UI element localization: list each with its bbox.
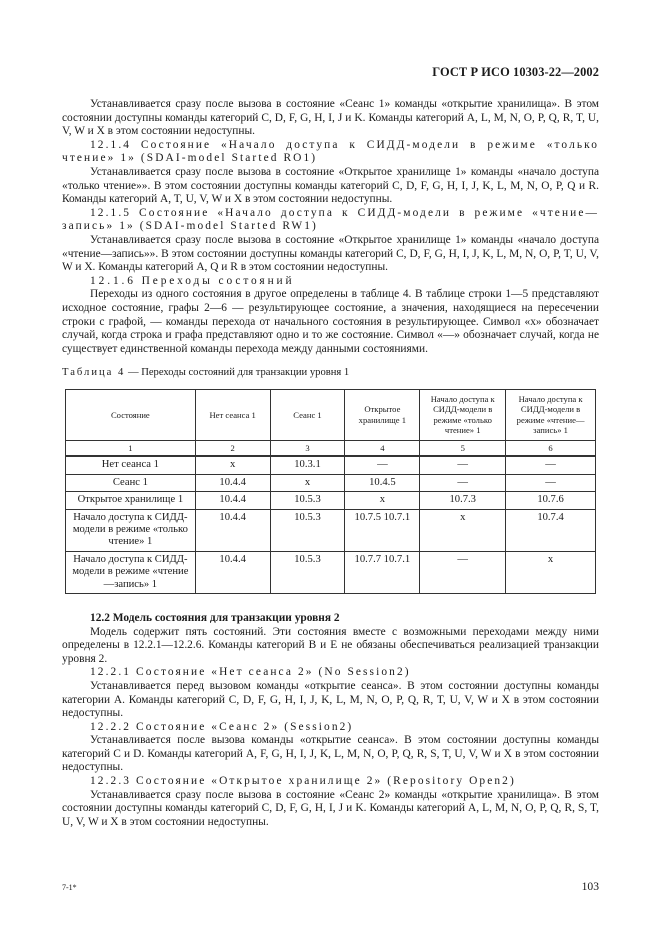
table-cell: Нет сеанса 1 — [66, 456, 196, 474]
column-number-cell: 1 — [66, 440, 196, 456]
table-cell: — — [506, 456, 596, 474]
heading-12-1-4: 12.1.4 Состояние «Начало доступа к СИДД-модели в режиме «только чтение» 1» (SDAI-model Started RO1) — [62, 138, 599, 165]
table-cell: x — [195, 456, 270, 474]
paragraph-12-2-3: Устанавливается сразу после вызова в состояние «Сеанс 2» команды «открытие хранилища». В этом состоянии доступны команды категорий C, D, F, G, H, I, J и K. Команды категорий A, L, M, N, O, P, Q, R, S, T, U, V, W и X в этом состоянии недоступны. — [62, 788, 599, 828]
paragraph-12-1-6: Переходы из одного состояния в другое определены в таблице 4. В таблице строки 1—5 представляют исходное состояние, графы 2—6 — результирующее состояние, а значения, находящиеся на пересечении строки с графой, — команды перехода от начального состояния в результирующее. Символ «x» обозначает случай, когда строка и графа представляют одно и то же состояние. Символ «—» обозначает случай, когда не существует единственной команды перехода между данными состояниями. — [62, 288, 599, 355]
table-header-row — [66, 389, 596, 440]
table-cell: x — [506, 551, 596, 593]
table-cell: 10.7.4 — [506, 509, 596, 551]
table-cell: 10.7.3 — [420, 492, 506, 509]
table-cell: — — [420, 456, 506, 474]
table-cell: — — [420, 474, 506, 491]
table-cell: Открытое хранилище 1 — [66, 492, 196, 509]
table-row — [66, 456, 596, 474]
table-caption-text: — Переходы состояний для транзакции уровня 1 — [125, 367, 350, 379]
heading-12-1-5: 12.1.5 Состояние «Начало доступа к СИДД-модели в режиме «чтение—запись» 1» (SDAI-model Started RW1) — [62, 206, 599, 233]
table-cell: — — [506, 474, 596, 491]
paragraph-12-2-intro: Модель содержит пять состояний. Эти состояния вместе с возможными переходами между ними определены в 12.2.1—12.2.6. Команды категорий B и E не обязаны обеспечиваться реализацией транзакции уровня 2. — [62, 625, 599, 665]
paragraph-session1-repository: Устанавливается сразу после вызова в состояние «Сеанс 1» команды «открытие хранилища». В этом состоянии доступны команды категорий C, D, F, G, H, I, J и K. Команды категорий A, L, M, N, O, P, Q, R, T, U, V, W и X в этом состоянии недоступны. — [62, 98, 599, 138]
page-number: 103 — [581, 880, 599, 893]
heading-12-1-6: 12.1.6 Переходы состояний — [90, 274, 295, 287]
table-cell: 10.4.4 — [195, 492, 270, 509]
table-cell: 10.5.3 — [270, 492, 345, 509]
table-cell: 10.7.7 10.7.1 — [345, 551, 420, 593]
table-cell: Сеанс 1 — [66, 474, 196, 491]
table-cell: 10.5.3 — [270, 551, 345, 593]
table-header-cell: Начало доступа к СИДД-модели в режиме «чтение—запись» 1 — [506, 389, 596, 440]
heading-12-2-3: 12.2.3 Состояние «Открытое хранилище 2» (Repository Open2) — [90, 775, 516, 788]
column-number-cell: 3 — [270, 440, 345, 456]
paragraph-12-1-5: Устанавливается сразу после вызова в состояние «Открытое хранилище 1» команды «начало доступа «чтение—запись»». В этом состоянии доступны команды категорий C, D, F, G, H, I, J, K, L, M, N, O, P, T, U, V, W и X. Команды категорий A, Q и R в этом состоянии недоступны. — [62, 233, 599, 274]
table-row — [66, 474, 596, 491]
table-header-cell: Открытое хранилище 1 — [345, 389, 420, 440]
footer-signature-mark: 7-1* — [62, 883, 77, 892]
table-cell: Начало доступа к СИДД-модели в режиме «только чтение» 1 — [66, 509, 196, 551]
table-header-cell: Сеанс 1 — [270, 389, 345, 440]
paragraph-12-2-2: Устанавливается после вызова команды «открытие сеанса». В этом состоянии доступны команды категорий C и D. Команды категорий A, F, G, H, I, J, K, L, M, N, O, P, Q, R, S, T, U, V, W и X в этом состоянии недоступны. — [62, 734, 599, 774]
table-cell: — — [345, 456, 420, 474]
table-cell: Начало доступа к СИДД-модели в режиме «чтение—запись» 1 — [66, 551, 196, 593]
column-number-cell: 4 — [345, 440, 420, 456]
table-row — [66, 509, 596, 551]
table-cell: 10.7.6 — [506, 492, 596, 509]
page-content — [62, 98, 599, 829]
table-header-cell: Нет сеанса 1 — [195, 389, 270, 440]
paragraph-12-2-1: Устанавливается перед вызовом команды «открытие сеанса». В этом состоянии доступны команды категории A. Команды категорий C, D, F, G, H, I, J, K, L, M, N, O, P, Q, R, T, U, V, W и X в этом состоянии недоступны. — [62, 679, 599, 720]
table-caption-label: Таблица 4 — [62, 367, 126, 379]
table-cell: 10.4.4 — [195, 551, 270, 593]
table-cell: 10.7.5 10.7.1 — [345, 509, 420, 551]
column-number-cell: 6 — [506, 440, 596, 456]
column-number-cell: 5 — [420, 440, 506, 456]
table-cell: 10.4.5 — [345, 474, 420, 491]
table-row — [66, 551, 596, 593]
section-12-2-title: 12.2 Модель состояния для транзакции уровня 2 — [90, 611, 340, 624]
table-header-cell: Состояние — [66, 389, 196, 440]
table-cell: 10.5.3 — [270, 509, 345, 551]
state-transition-table — [65, 389, 596, 594]
standard-header: ГОСТ Р ИСО 10303-22—2002 — [432, 65, 599, 79]
table-cell: — — [420, 551, 506, 593]
heading-12-2-2: 12.2.2 Состояние «Сеанс 2» (Session2) — [90, 720, 354, 733]
table-header-cell: Начало доступа к СИДД-модели в режиме «только чтение» 1 — [420, 389, 506, 440]
column-number-row — [66, 440, 596, 456]
column-number-cell: 2 — [195, 440, 270, 456]
table-cell: x — [270, 474, 345, 491]
table-cell: 10.4.4 — [195, 509, 270, 551]
table-cell: x — [420, 509, 506, 551]
heading-12-2-1: 12.2.1 Состояние «Нет сеанса 2» (No Session2) — [90, 666, 411, 679]
table-row — [66, 492, 596, 509]
table-cell: x — [345, 492, 420, 509]
table-caption — [62, 366, 599, 380]
paragraph-12-1-4: Устанавливается сразу после вызова в состояние «Открытое хранилище 1» команды «начало доступа «только чтение»». В этом состоянии доступны команды категорий C, D, F, G, H, I, J, K, L, M, N, O, P, Q и R. Команды категорий A, T, U, V, W и X в этом состоянии недоступны. — [62, 165, 599, 206]
table-cell: 10.4.4 — [195, 474, 270, 491]
table-cell: 10.3.1 — [270, 456, 345, 474]
